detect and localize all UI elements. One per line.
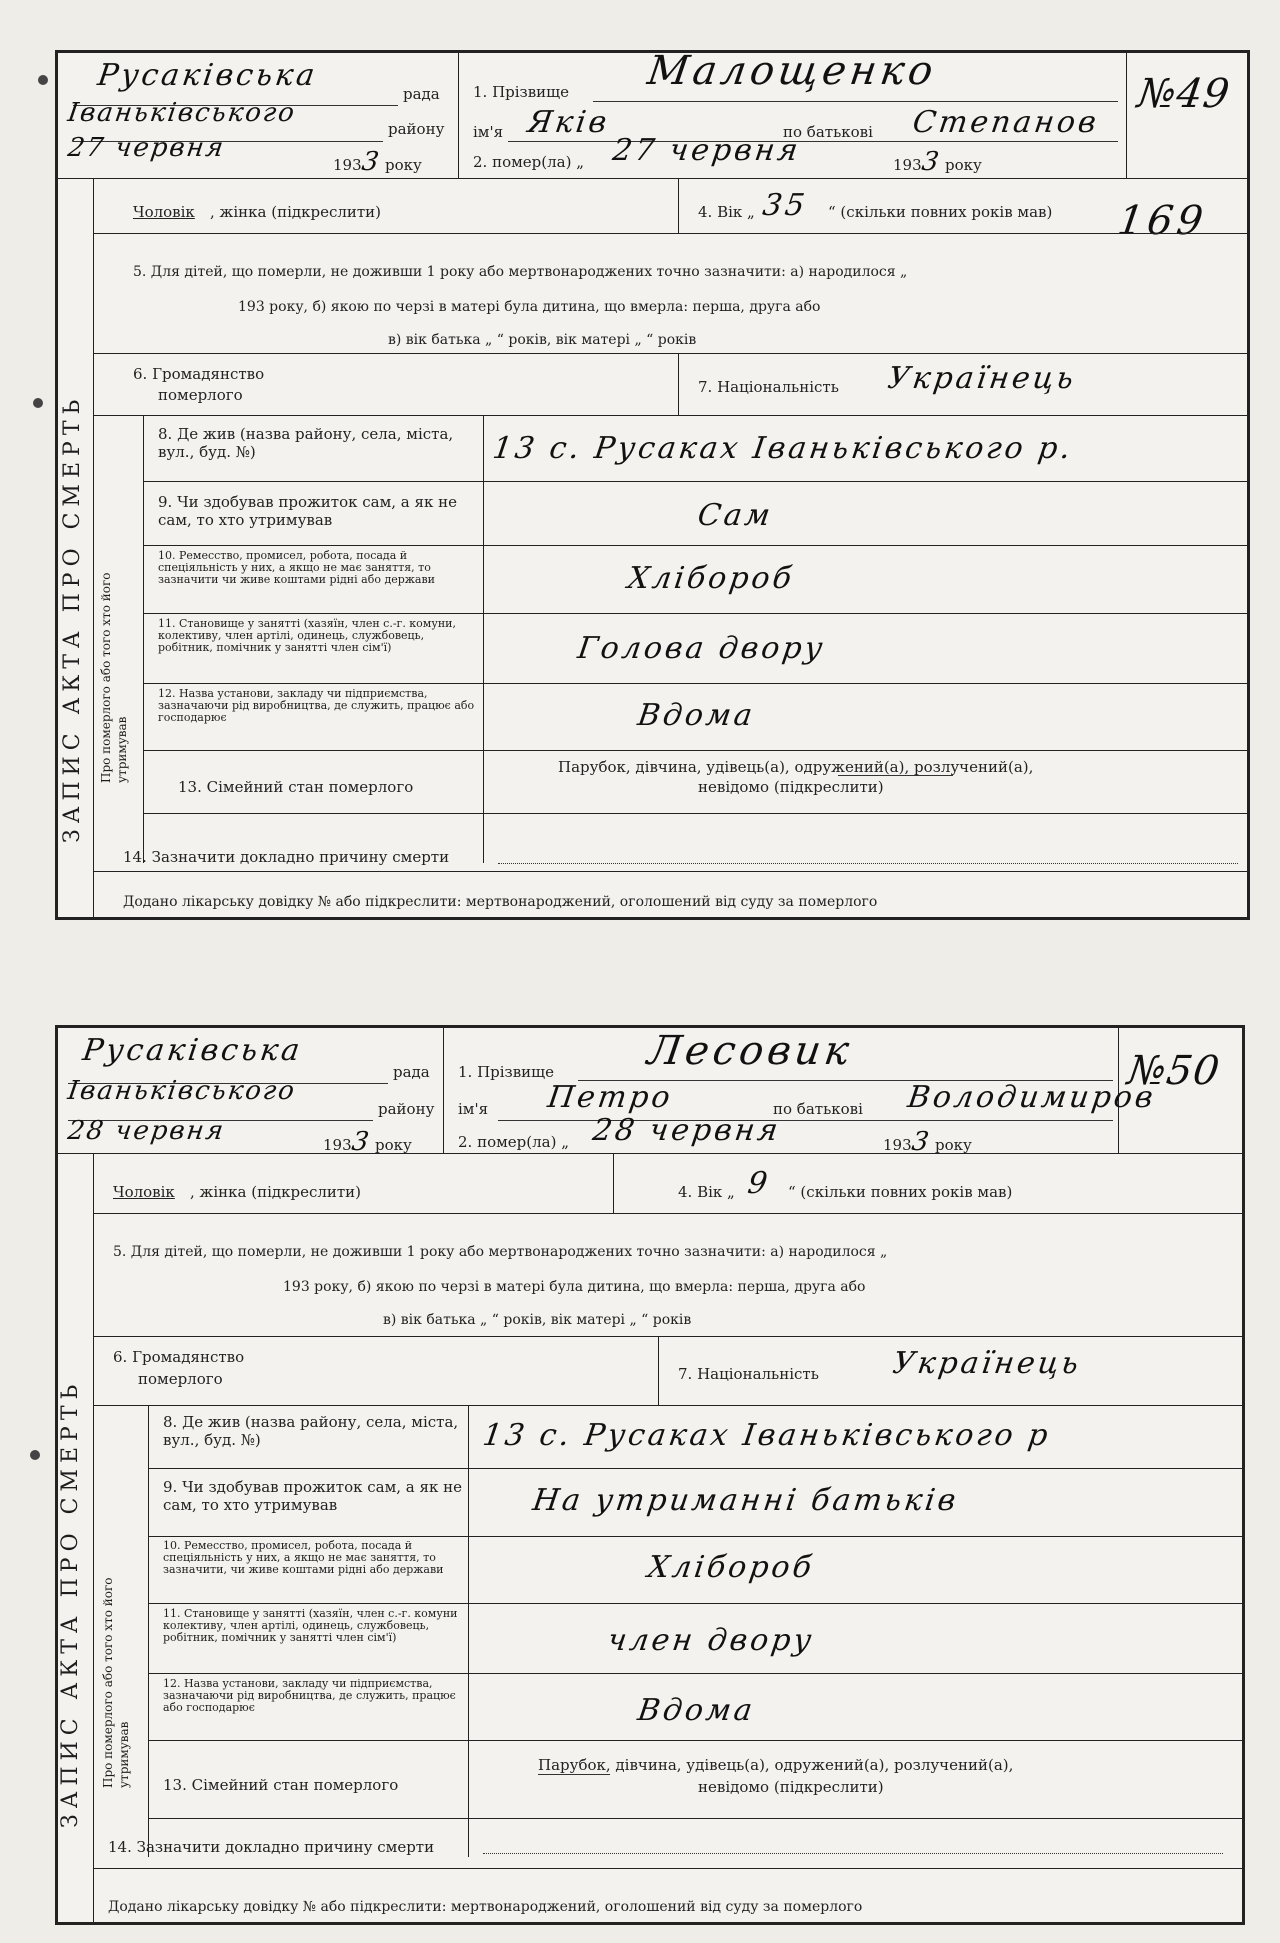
punch-hole bbox=[33, 398, 43, 408]
residence-label: 8. Де жив (назва району, села, міста, вул., буд. №) bbox=[163, 1413, 459, 1449]
district-name: Іваньківського bbox=[65, 1076, 298, 1106]
residence-label: 8. Де жив (назва району, села, міста, вул., буд. №) bbox=[158, 425, 454, 461]
residence-value: 13 с. Русаках Іваньківського р. bbox=[490, 431, 1076, 466]
support-value: Сам bbox=[695, 498, 776, 533]
occupation-value: Хлібороб bbox=[625, 561, 797, 596]
marital-options: Парубок, дівчина, удівець(а), одружений(а), розлучений(а), bbox=[538, 1756, 1014, 1774]
cause-of-death-label: 14. Зазначити докладно причину смерти bbox=[108, 1838, 435, 1856]
workplace-value: Вдома bbox=[635, 1693, 758, 1728]
residence-value: 13 с. Русаках Іваньківського р bbox=[480, 1418, 1053, 1453]
died-year-label: року bbox=[944, 156, 982, 174]
position-label: 11. Становище у занятті (хазяїн, член с.-г. комуни колективу, член артілі, одинець, службовець, робітник, помічник у занятті член сім'ї) bbox=[163, 1607, 458, 1644]
surname-label: 1. Прізвище bbox=[458, 1063, 555, 1081]
age-suffix: “ (скільки повних років мав) bbox=[788, 1183, 1013, 1201]
district-label: району bbox=[388, 120, 445, 138]
position-value: Голова двору bbox=[575, 631, 828, 666]
citizenship-label-b: померлого bbox=[158, 386, 243, 404]
patronymic-label: по батькові bbox=[783, 123, 873, 141]
support-label: 9. Чи здобував прожиток сам, а як не сам, то хто утримував bbox=[158, 493, 457, 529]
year-label: року bbox=[384, 156, 422, 174]
district-name: Іваньківського bbox=[65, 98, 298, 128]
workplace-label: 12. Назва установи, закладу чи підприємства, зазначаючи рід виробництва, де служить, працює або господарює bbox=[158, 687, 475, 724]
male-underlined: Чоловік bbox=[133, 203, 195, 221]
council-name: Русаківська bbox=[95, 58, 320, 93]
death-record-form-50: Русаківська рада Іваньківського району 28 червня 1933 року 1. Прізвище Лесовик ім'я Петро по батькові Володимиров 2. помер(ла) „ 28 червня 1933 року №50 ЗАПИС АКТА ПРО СМЕРТЬ Про померлого або того хто його утримував Чоловік , жінка (підкреслити) 4. Вік „ 9 “ (скільки повних років мав) 5. Для дітей, що померли, не доживши 1 року або мертвонароджених точно зазначити: а) народилося „ 193 року, б) якою по черзі в матері була дитина, що вмерла: перша, друга або в) вік батька „ “ років, вік матері „ “ років 6. Громадянство померлого 7. Національність Українець 8. Де жив (назва району, села, міста, вул., буд. №) 13 с. Русаках Іваньківського р 9. Чи здобував прожиток сам, а як не сам, то хто утримував На утриманні батьків 10. Ремесство, промисел, робота, посада й спеціяльність у них, а якщо не має заняття, то зазначити, чи живе коштами рідні або держави Хлібороб 11. Становище у занятті (хазяїн, член с.-г. комуни колективу, член артілі, одинець, службовець, робітник, помічник у занятті член сім'ї) член двору 12. Назва установи, закладу чи підприємства, зазначаючи рід виробництва, де служить, працює або господарює Вдома 13. Сімейний стан померлого Парубок, дівчина, удівець(а), одружений(а), розлучений(а), невідомо (підкреслити) 14. Зазначити докладно причину смерти Додано лікарську довідку № або підкреслити: мертвонароджений, оголошений від суду за померлого bbox=[55, 1025, 1245, 1925]
name-label: ім'я bbox=[473, 123, 504, 141]
citizenship-label-a: 6. Громадянство bbox=[113, 1348, 245, 1366]
marital-hint: невідомо (підкреслити) bbox=[698, 1778, 884, 1796]
extra-number: 169 bbox=[1114, 198, 1210, 244]
year-label: року bbox=[374, 1136, 412, 1154]
marital-label: 13. Сімейний стан померлого bbox=[163, 1776, 399, 1794]
age-label: 4. Вік „ bbox=[698, 203, 755, 221]
died-year-prefix: 193 bbox=[883, 1136, 912, 1154]
died-year-prefix: 193 bbox=[893, 156, 922, 174]
cause-of-death-label: 14. Зазначити докладно причину смерти bbox=[123, 848, 450, 866]
infant-line-1: 5. Для дітей, що померли, не доживши 1 року або мертвонароджених точно зазначити: а) народилося „ bbox=[133, 264, 908, 280]
support-label: 9. Чи здобував прожиток сам, а як не сам, то хто утримував bbox=[163, 1478, 462, 1514]
died-date: 27 червня bbox=[610, 133, 803, 168]
council-label: рада bbox=[393, 1063, 430, 1081]
age-suffix: “ (скільки повних років мав) bbox=[828, 203, 1053, 221]
record-date: 27 червня bbox=[65, 133, 228, 163]
male-underlined: Чоловік bbox=[113, 1183, 175, 1201]
died-year-label: року bbox=[934, 1136, 972, 1154]
occupation-label: 10. Ремесство, промисел, робота, посада й спеціяльність у них, а якщо не має заняття, то зазначити чи живе коштами рідні або держави bbox=[158, 549, 435, 586]
death-record-form-49: Русаківська рада Іваньківського району 27 червня 1933 року 1. Прізвище Малощенко ім'я Яків по батькові Степанов 2. помер(ла) „ 27 червня 1933 року №49 ЗАПИС АКТА ПРО СМЕРТЬ Про померлого або того хто його утримував Чоловік , жінка (підкреслити) 4. Вік „ 35 “ (скільки повних років мав) 169 5. Для дітей, що померли, не доживши 1 року або мертвонароджених точно зазначити: а) народилося „ 193 року, б) якою по черзі в матері була дитина, що вмерла: перша, друга або в) вік батька „ “ років, вік матері „ “ років 6. Громадянство померлого 7. Національність Українець 8. Де жив (назва району, села, міста, вул., буд. №) 13 с. Русаках Іваньківського р. 9. Чи здобував прожиток сам, а як не сам, то хто утримував Сам 10. Ремесство, промисел, робота, посада й спеціяльність у них, а якщо не має заняття, то зазначити чи живе коштами рідні або держави Хлібороб 11. Становище у занятті (хазяїн, член с.-г. комуни, колективу, член артілі, одинець, службовець, робітник, помічник у занятті член сім'ї) Голова двору 12. Назва установи, закладу чи підприємства, зазначаючи рід виробництва, де служить, працює або господарює Вдома 13. Сімейний стан померлого Парубок, дівчина, удівець(а), одружений(а), розлучений(а), невідомо (підкреслити) 14. Зазначити докладно причину смерти Додано лікарську довідку № або підкреслити: мертвонароджений, оголошений від суду за померлого bbox=[55, 50, 1250, 920]
age-value: 35 bbox=[760, 188, 810, 223]
infant-line-3: в) вік батька „ “ років, вік матері „ “ років bbox=[388, 332, 697, 348]
record-number: №50 bbox=[1124, 1048, 1223, 1094]
marital-label: 13. Сімейний стан померлого bbox=[178, 778, 414, 796]
nationality-label: 7. Національність bbox=[678, 1365, 819, 1383]
punch-hole bbox=[38, 75, 48, 85]
workplace-value: Вдома bbox=[635, 698, 758, 733]
year-prefix: 193 bbox=[323, 1136, 352, 1154]
patronymic: Степанов bbox=[910, 105, 1102, 140]
district-label: району bbox=[378, 1100, 435, 1118]
name-label: ім'я bbox=[458, 1100, 489, 1118]
marital-options: Парубок, дівчина, удівець(а), одружений(а), розлучений(а), bbox=[558, 758, 1034, 776]
patronymic: Володимиров bbox=[905, 1080, 1158, 1115]
died-label: 2. помер(ла) „ bbox=[473, 153, 584, 171]
infant-line-1: 5. Для дітей, що померли, не доживши 1 року або мертвонароджених точно зазначити: а) народилося „ bbox=[113, 1244, 888, 1260]
position-value: член двору bbox=[605, 1623, 817, 1658]
occupation-value: Хлібороб bbox=[645, 1550, 817, 1585]
position-label: 11. Становище у занятті (хазяїн, член с.-г. комуни, колективу, член артілі, одинець, службовець, робітник, помічник у занятті член сім'ї) bbox=[158, 617, 456, 654]
citizenship-label-b: померлого bbox=[138, 1370, 223, 1388]
council-name: Русаківська bbox=[80, 1033, 305, 1068]
citizenship-label-a: 6. Громадянство bbox=[133, 365, 265, 383]
infant-line-2: 193 року, б) якою по черзі в матері була дитина, що вмерла: перша, друга або bbox=[238, 299, 821, 315]
first-name: Яків bbox=[525, 105, 612, 140]
side-subtitle: Про померлого або того хто його утримував bbox=[101, 1577, 131, 1788]
infant-line-3: в) вік батька „ “ років, вік матері „ “ років bbox=[383, 1312, 692, 1328]
surname: Лесовик bbox=[644, 1028, 856, 1074]
died-label: 2. помер(ла) „ bbox=[458, 1133, 569, 1151]
occupation-label: 10. Ремесство, промисел, робота, посада й спеціяльність у них, а якщо не має заняття, то зазначити, чи живе коштами рідні або держави bbox=[163, 1539, 444, 1576]
side-title: ЗАПИС АКТА ПРО СМЕРТЬ bbox=[60, 393, 85, 843]
nationality-label: 7. Національність bbox=[698, 378, 839, 396]
year-digit: 3 bbox=[359, 147, 383, 177]
age-value: 9 bbox=[745, 1166, 773, 1201]
side-subtitle: Про померлого або того хто його утримував bbox=[99, 572, 129, 783]
nationality-value: Українець bbox=[885, 361, 1079, 396]
died-year-digit: 3 bbox=[919, 147, 943, 177]
died-year-digit: 3 bbox=[909, 1127, 933, 1157]
support-value: На утриманні батьків bbox=[530, 1483, 961, 1518]
council-label: рада bbox=[403, 85, 440, 103]
marital-hint: невідомо (підкреслити) bbox=[698, 778, 884, 796]
punch-hole bbox=[30, 1450, 40, 1460]
died-date: 28 червня bbox=[590, 1113, 783, 1148]
surname: Малощенко bbox=[644, 48, 940, 94]
record-date: 28 червня bbox=[65, 1116, 228, 1146]
first-name: Петро bbox=[545, 1080, 676, 1115]
year-prefix: 193 bbox=[333, 156, 362, 174]
footer-note: Додано лікарську довідку № або підкреслити: мертвонароджений, оголошений від суду за померлого bbox=[123, 894, 878, 910]
side-title: ЗАПИС АКТА ПРО СМЕРТЬ bbox=[58, 1378, 83, 1828]
year-digit: 3 bbox=[349, 1127, 373, 1157]
patronymic-label: по батькові bbox=[773, 1100, 863, 1118]
surname-label: 1. Прізвище bbox=[473, 83, 570, 101]
nationality-value: Українець bbox=[890, 1346, 1084, 1381]
footer-note: Додано лікарську довідку № або підкреслити: мертвонароджений, оголошений від суду за померлого bbox=[108, 1899, 863, 1915]
record-number: №49 bbox=[1134, 71, 1233, 117]
workplace-label: 12. Назва установи, закладу чи підприємства, зазначаючи рід виробництва, де служить, працює або господарює bbox=[163, 1677, 456, 1714]
infant-line-2: 193 року, б) якою по черзі в матері була дитина, що вмерла: перша, друга або bbox=[283, 1279, 866, 1295]
age-label: 4. Вік „ bbox=[678, 1183, 735, 1201]
